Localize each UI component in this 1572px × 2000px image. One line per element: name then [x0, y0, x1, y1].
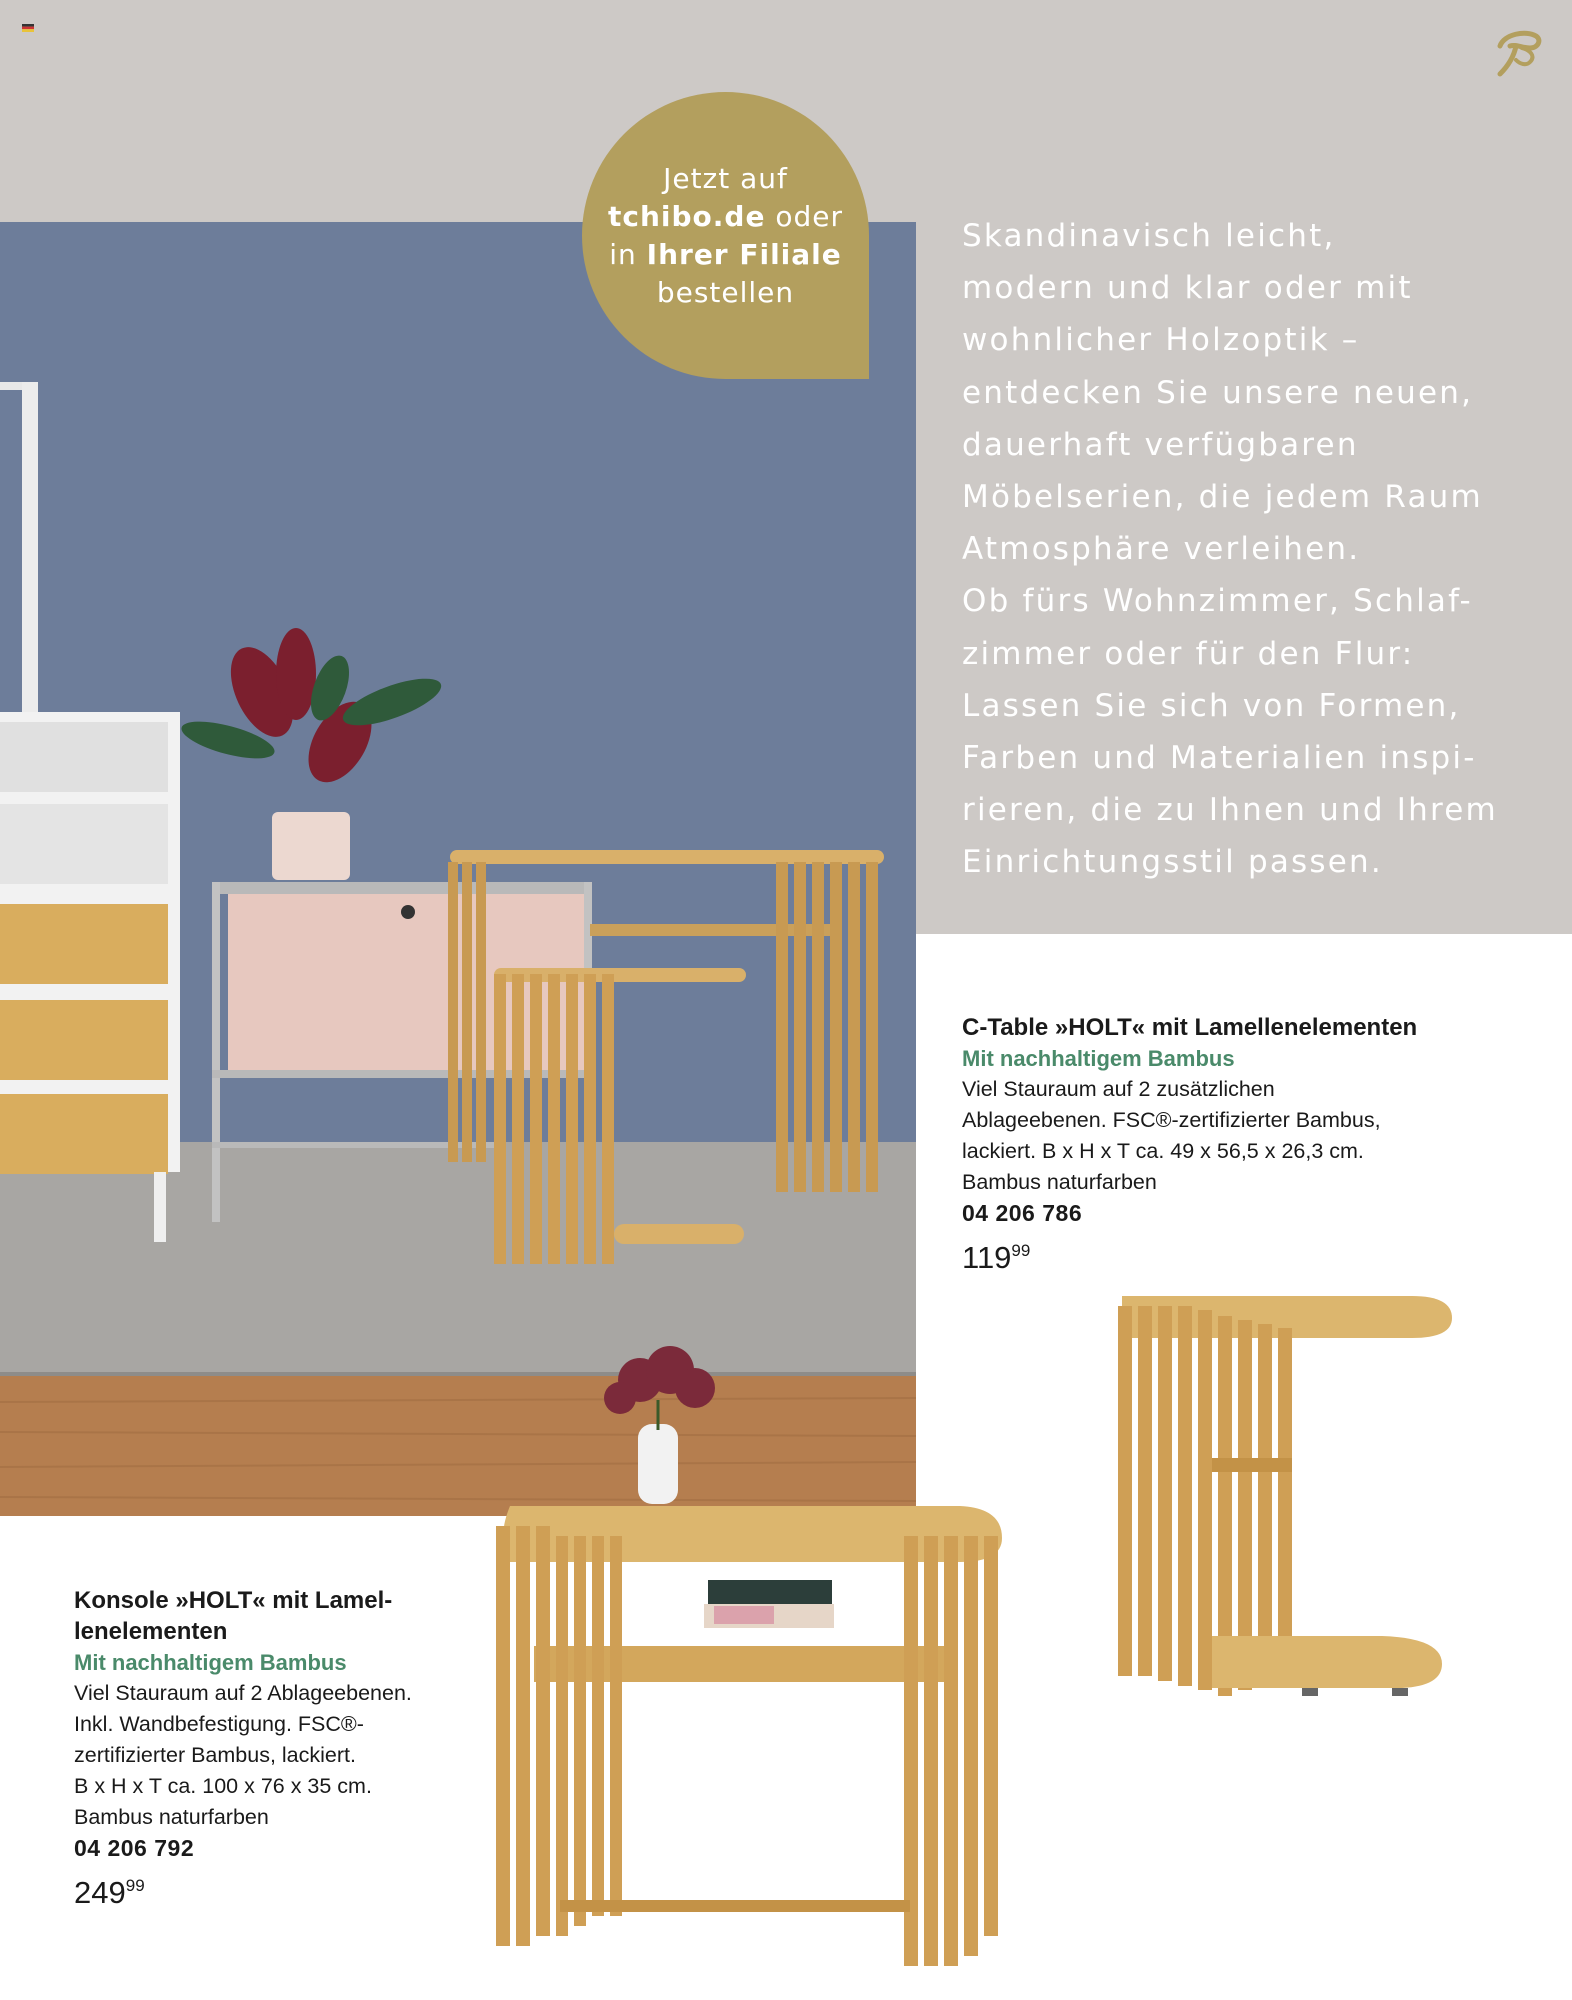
product-desc-line: Viel Stauraum auf 2 Ablageebenen.: [74, 1681, 412, 1705]
product-desc-line: lackiert. B x H x T ca. 49 x 56,5 x 26,3 cm.: [962, 1139, 1364, 1163]
product-title-line: Konsole »HOLT« mit Lamel-: [74, 1587, 393, 1614]
intro-line: modern und klar oder mit: [962, 270, 1413, 307]
product-desc-line: Bambus naturfarben: [962, 1170, 1157, 1194]
price-main: 249: [74, 1875, 126, 1910]
article-number: 04 206 792: [74, 1835, 195, 1861]
badge-line-3-pre: in: [609, 238, 647, 271]
room-photo: [0, 222, 916, 1516]
badge-shop-link: tchibo.de: [607, 200, 766, 233]
intro-line: wohnlicher Holzoptik –: [962, 322, 1360, 359]
price: [74, 1866, 494, 1913]
badge-line-3: [582, 236, 869, 274]
intro-line: dauerhaft verfügbaren: [962, 426, 1359, 463]
intro-line: Einrichtungsstil passen.: [962, 844, 1383, 881]
price-cents: 99: [125, 1876, 145, 1895]
product-desc-line: B x H x T ca. 100 x 76 x 35 cm.: [74, 1774, 372, 1798]
intro-line: Skandinavisch leicht,: [962, 218, 1336, 254]
tchibo-logo-icon: [1486, 24, 1546, 84]
product-desc-line: zertifizierter Bambus, lackiert.: [74, 1743, 356, 1767]
badge-line-2: [582, 198, 869, 236]
intro-line: zimmer oder für den Flur:: [962, 635, 1415, 672]
price: [962, 1231, 1522, 1278]
article-number: 04 206 786: [962, 1200, 1083, 1226]
product-subtitle: Mit nachhaltigem Bambus: [74, 1650, 347, 1675]
intro-line: Möbelserien, die jedem Raum: [962, 479, 1483, 516]
price-cents: 99: [1011, 1241, 1031, 1260]
product-ctable: [962, 1012, 1522, 1278]
product-desc-line: Viel Stauraum auf 2 zusätzlichen: [962, 1077, 1275, 1101]
badge-line-1: Jetzt auf: [663, 162, 788, 195]
product-desc-line: Inkl. Wandbefestigung. FSC®-: [74, 1712, 364, 1736]
product-konsole: [74, 1585, 494, 1913]
konsole-product-image: [490, 1340, 1010, 1980]
product-title-line: lenelementen: [74, 1618, 228, 1645]
intro-line: Ob fürs Wohnzimmer, Schlaf-: [962, 583, 1473, 620]
ctable-product-image: [1112, 1276, 1452, 1716]
order-badge: [582, 92, 869, 379]
intro-paragraph: [962, 210, 1542, 889]
product-desc-line: Bambus naturfarben: [74, 1805, 269, 1829]
product-subtitle: Mit nachhaltigem Bambus: [962, 1046, 1235, 1071]
badge-store: Ihrer Filiale: [646, 238, 842, 271]
badge-line-2-rest: oder: [765, 200, 843, 233]
intro-line: entdecken Sie unsere neuen,: [962, 374, 1474, 411]
intro-line: Farben und Materialien inspi-: [962, 740, 1477, 777]
badge-line-4: bestellen: [656, 276, 795, 309]
flag-icon: [22, 24, 34, 32]
intro-line: rieren, die zu Ihnen und Ihrem: [962, 792, 1498, 829]
product-desc-line: Ablageebenen. FSC®-zertifizierter Bambus,: [962, 1108, 1381, 1132]
intro-line: Lassen Sie sich von Formen,: [962, 687, 1461, 724]
product-title: C-Table »HOLT« mit Lamellenelementen: [962, 1014, 1418, 1041]
price-main: 119: [962, 1240, 1012, 1275]
intro-line: Atmosphäre verleihen.: [962, 531, 1361, 568]
